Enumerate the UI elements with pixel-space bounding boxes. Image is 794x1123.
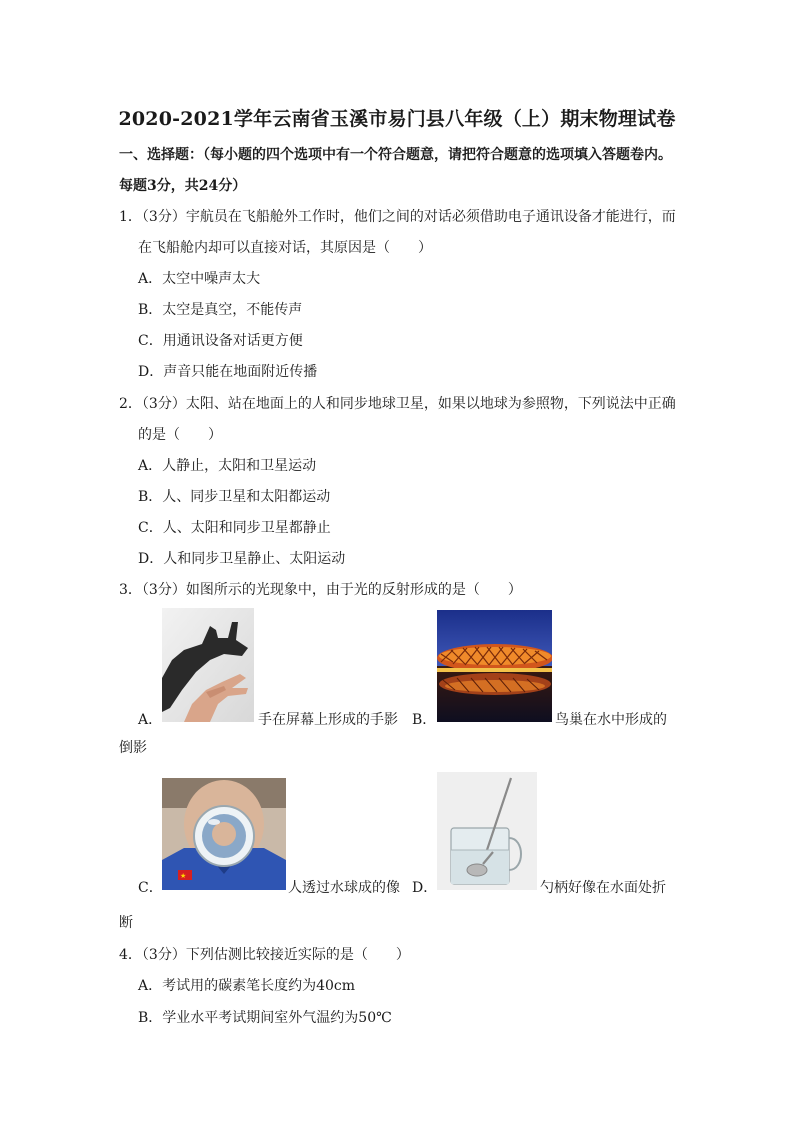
q2-stem-line2: 的是（ ） xyxy=(138,427,222,443)
q1-stem-line1: 1．（3分）宇航员在飞船舱外工作时，他们之间的对话必须借助电子通讯设备才能进行，而 xyxy=(119,209,676,225)
q2-option-a: A．人静止，太阳和卫星运动 xyxy=(138,458,317,474)
hand-shadow-image xyxy=(162,608,254,722)
q3-option-a-caption: 手在屏幕上形成的手影 xyxy=(258,712,398,728)
q1-option-b: B．太空是真空，不能传声 xyxy=(138,302,303,318)
q3-option-b-caption: 鸟巢在水中形成的 xyxy=(555,712,667,728)
svg-text:★: ★ xyxy=(180,872,187,880)
q1-stem-line2: 在飞船舱内却可以直接对话，其原因是（ ） xyxy=(138,240,432,256)
birds-nest-image xyxy=(437,610,552,722)
q3-option-a-letter: A． xyxy=(138,712,163,728)
spoon-in-glass-image xyxy=(437,772,537,890)
q3-option-c-letter: C． xyxy=(138,880,163,896)
q2-stem-line1: 2．（3分）太阳、站在地面上的人和同步地球卫星，如果以地球为参照物，下列说法中正确 xyxy=(119,396,676,412)
q3-option-b-caption-wrap: 倒影 xyxy=(119,740,147,756)
q3-stem: 3．（3分）如图所示的光现象中，由于光的反射形成的是（ ） xyxy=(119,582,522,598)
q2-option-b: B．人、同步卫星和太阳都运动 xyxy=(138,489,331,505)
water-ball-image xyxy=(162,778,286,890)
q3-option-d-caption: 勺柄好像在水面处折 xyxy=(540,880,666,896)
q2-option-d: D．人和同步卫星静止、太阳运动 xyxy=(138,551,346,567)
q4-option-a: A．考试用的碳素笔长度约为40cm xyxy=(138,978,356,994)
q1-option-c: C．用通讯设备对话更方便 xyxy=(138,333,303,349)
q4-stem: 4．（3分）下列估测比较接近实际的是（ ） xyxy=(119,947,410,963)
q3-option-b-letter: B． xyxy=(412,712,437,728)
q3-option-d-letter: D． xyxy=(412,880,438,896)
page-title: 2020-2021学年云南省玉溪市易门县八年级（上）期末物理试卷 xyxy=(118,108,676,130)
q3-option-c-caption: 人透过水球成的像 xyxy=(288,880,400,896)
q3-option-d-caption-wrap: 断 xyxy=(119,915,133,931)
section-heading-line2: 每题3分，共24分） xyxy=(119,178,247,194)
q1-option-d: D．声音只能在地面附近传播 xyxy=(138,364,318,380)
section-heading-line1: 一、选择题：（每小题的四个选项中有一个符合题意，请把符合题意的选项填入答题卷内。 xyxy=(119,147,672,163)
q2-option-c: C．人、太阳和同步卫星都静止 xyxy=(138,520,331,536)
q1-option-a: A．太空中噪声太大 xyxy=(138,271,261,287)
q4-option-b: B．学业水平考试期间室外气温约为50℃ xyxy=(138,1010,392,1026)
